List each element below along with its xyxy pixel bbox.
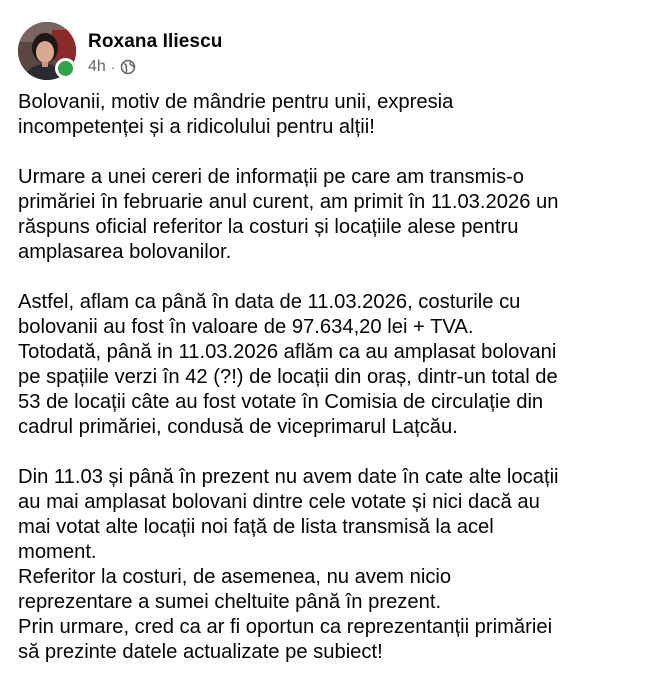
text-line: moment. bbox=[18, 541, 97, 563]
post-subline bbox=[88, 57, 222, 77]
text-line: reprezentare a sumei cheltuite până în prezent. bbox=[18, 591, 442, 613]
post-header bbox=[18, 22, 627, 84]
post-body bbox=[18, 90, 627, 665]
post-paragraph bbox=[18, 290, 627, 440]
post-paragraph bbox=[18, 165, 627, 265]
text-line: 53 de locații câte au fost votate în Comisia de circulație din bbox=[18, 391, 544, 413]
post-paragraph bbox=[18, 465, 627, 665]
text-line: incompetenței și a ridicolului pentru alții! bbox=[18, 116, 375, 138]
text-line: cadrul primăriei, condusă de viceprimarul Lațcău. bbox=[18, 416, 458, 438]
post-meta bbox=[88, 22, 222, 77]
text-line: bolovanii au fost în valoare de 97.634,20 lei + TVA. bbox=[18, 316, 474, 338]
text-line: mai votat alte locații noi față de lista transmisă la acel bbox=[18, 516, 494, 538]
text-line: pe spațiile verzi în 42 (?!) de locații din oraș, dintr-un total de bbox=[18, 366, 558, 388]
text-line: Totodată, până in 11.03.2026 aflăm ca au amplasat bolovani bbox=[18, 341, 557, 363]
text-line: Din 11.03 și până în prezent nu avem date în cate alte locații bbox=[18, 466, 559, 488]
text-line: amplasarea bolovanilor. bbox=[18, 241, 232, 263]
text-line: Prin urmare, cred ca ar fi oportun ca reprezentanții primăriei bbox=[18, 616, 553, 638]
author-name[interactable]: Roxana Iliescu bbox=[88, 31, 223, 52]
text-line: Astfel, aflam ca până în data de 11.03.2026, costurile cu bbox=[18, 291, 521, 313]
text-line: să prezinte datele actualizate pe subiect! bbox=[18, 641, 383, 663]
text-line: Bolovanii, motiv de mândrie pentru unii, expresia bbox=[18, 91, 454, 113]
text-line: răspuns oficial referitor la costuri și locațiile alese pentru bbox=[18, 216, 519, 238]
text-line: primăriei în februarie anul curent, am primit în 11.03.2026 un bbox=[18, 191, 559, 213]
subline-separator: · bbox=[110, 59, 116, 75]
text-line: Urmare a unei cereri de informații pe care am transmis-o bbox=[18, 166, 524, 188]
post-paragraph bbox=[18, 90, 627, 140]
text-line: Referitor la costuri, de asemenea, nu avem nicio bbox=[18, 566, 452, 588]
post-timestamp[interactable]: 4h bbox=[88, 58, 106, 75]
online-status-indicator bbox=[55, 58, 76, 79]
globe-icon[interactable] bbox=[120, 59, 136, 75]
text-line: au mai amplasat bolovani dintre cele votate și nici dacă au bbox=[18, 491, 540, 513]
author-avatar-link[interactable] bbox=[18, 22, 76, 80]
